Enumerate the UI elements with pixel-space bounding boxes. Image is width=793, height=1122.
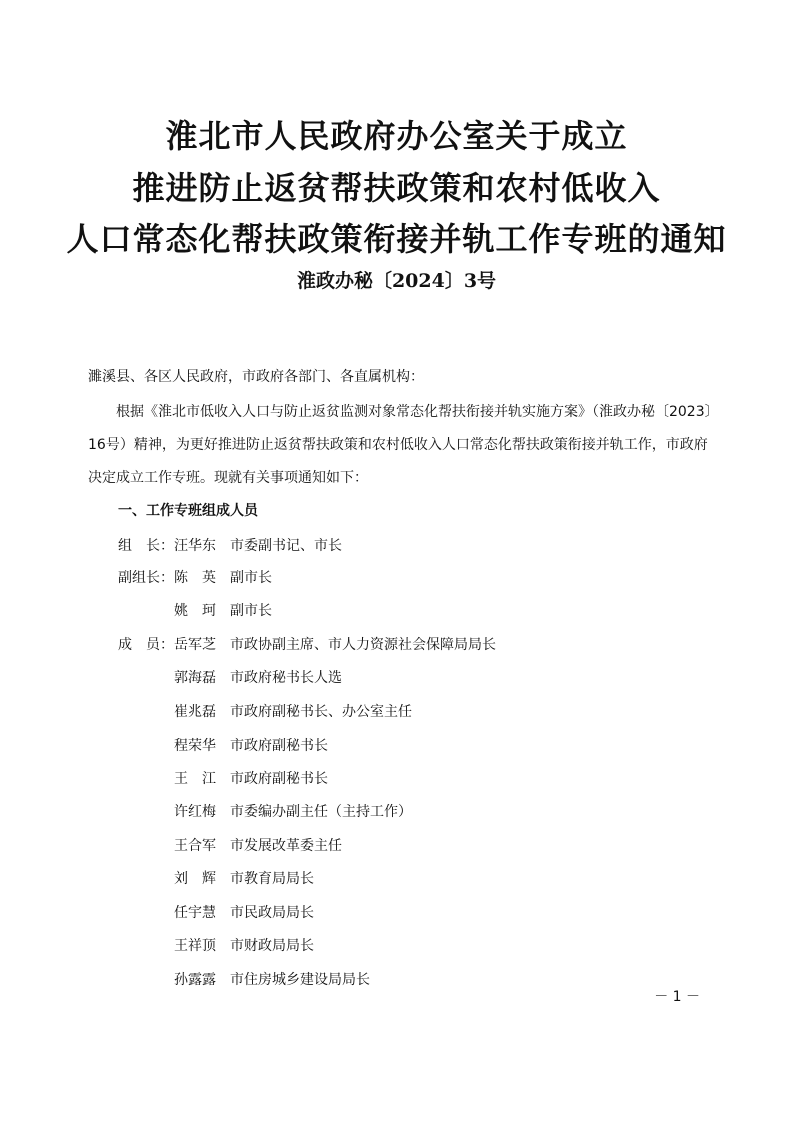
member-row: [118, 867, 314, 891]
member-name: 陈 英: [174, 570, 216, 586]
member-name: 许红梅: [174, 804, 216, 820]
member-post: 市委副书记、市长: [230, 538, 342, 554]
member-name: 郭海磊: [174, 670, 216, 686]
member-post: 市政府副秘书长: [230, 771, 328, 787]
member-post: 市政府秘书长人选: [230, 670, 342, 686]
member-post: 副市长: [230, 570, 272, 586]
member-row: [118, 700, 412, 724]
member-role: 成 员：: [118, 637, 174, 653]
member-row: [118, 968, 370, 992]
title-line-3: 人口常态化帮扶政策衔接并轨工作专班的通知: [66, 220, 727, 258]
intro-line-1: 根据《淮北市低收入人口与防止返贫监测对象常态化帮扶衔接并轨实施方案》（淮政办秘〔2023〕: [116, 404, 719, 420]
member-row: [118, 566, 272, 590]
member-row: [118, 834, 342, 858]
member-row: [118, 734, 328, 758]
member-post: 市民政局局长: [230, 905, 314, 921]
member-row: [118, 599, 272, 623]
member-row: [118, 666, 342, 690]
member-post: 市教育局局长: [230, 871, 314, 887]
member-post: 副市长: [230, 603, 272, 619]
member-name: 岳军芝: [174, 637, 216, 653]
member-name: 孙露露: [174, 972, 216, 988]
member-row: [118, 934, 314, 958]
member-post: 市财政局局长: [230, 938, 314, 954]
member-row: [118, 901, 314, 925]
member-name: 崔兆磊: [174, 704, 216, 720]
member-row: [118, 800, 412, 824]
member-role: 副组长：: [118, 570, 174, 586]
member-row: [118, 767, 328, 791]
member-name: 程荣华: [174, 738, 216, 754]
member-post: 市委编办副主任（主持工作）: [230, 804, 412, 820]
addressee: 濉溪县、各区人民政府，市政府各部门、各直属机构：: [88, 369, 424, 385]
member-post: 市发展改革委主任: [230, 838, 342, 854]
intro-line-2: 16号）精神，为更好推进防止返贫帮扶政策和农村低收入人口常态化帮扶政策衔接并轨工作，市政府: [88, 437, 708, 453]
page-number: － 1 －: [654, 989, 700, 1005]
member-name: 王 江: [174, 771, 216, 787]
section-heading-1: 一、工作专班组成人员: [118, 503, 258, 519]
member-row: [118, 534, 342, 558]
member-post: 市住房城乡建设局局长: [230, 972, 370, 988]
member-name: 任宇慧: [174, 905, 216, 921]
member-name: 王祥顶: [174, 938, 216, 954]
member-post: 市政府副秘书长: [230, 738, 328, 754]
member-name: 姚 珂: [174, 603, 216, 619]
member-name: 王合军: [174, 838, 216, 854]
title-line-1: 淮北市人民政府办公室关于成立: [165, 117, 628, 155]
member-name: 汪华东: [174, 538, 216, 554]
member-post: 市政协副主席、市人力资源社会保障局局长: [230, 637, 496, 653]
document-number: 淮政办秘〔2024〕3号: [296, 270, 497, 292]
member-row: [118, 633, 496, 657]
member-name: 刘 辉: [174, 871, 216, 887]
intro-line-3: 决定成立工作专班。现就有关事项通知如下：: [88, 470, 368, 486]
title-line-2: 推进防止返贫帮扶政策和农村低收入: [132, 169, 661, 207]
member-post: 市政府副秘书长、办公室主任: [230, 704, 412, 720]
member-role: 组 长：: [118, 538, 174, 554]
